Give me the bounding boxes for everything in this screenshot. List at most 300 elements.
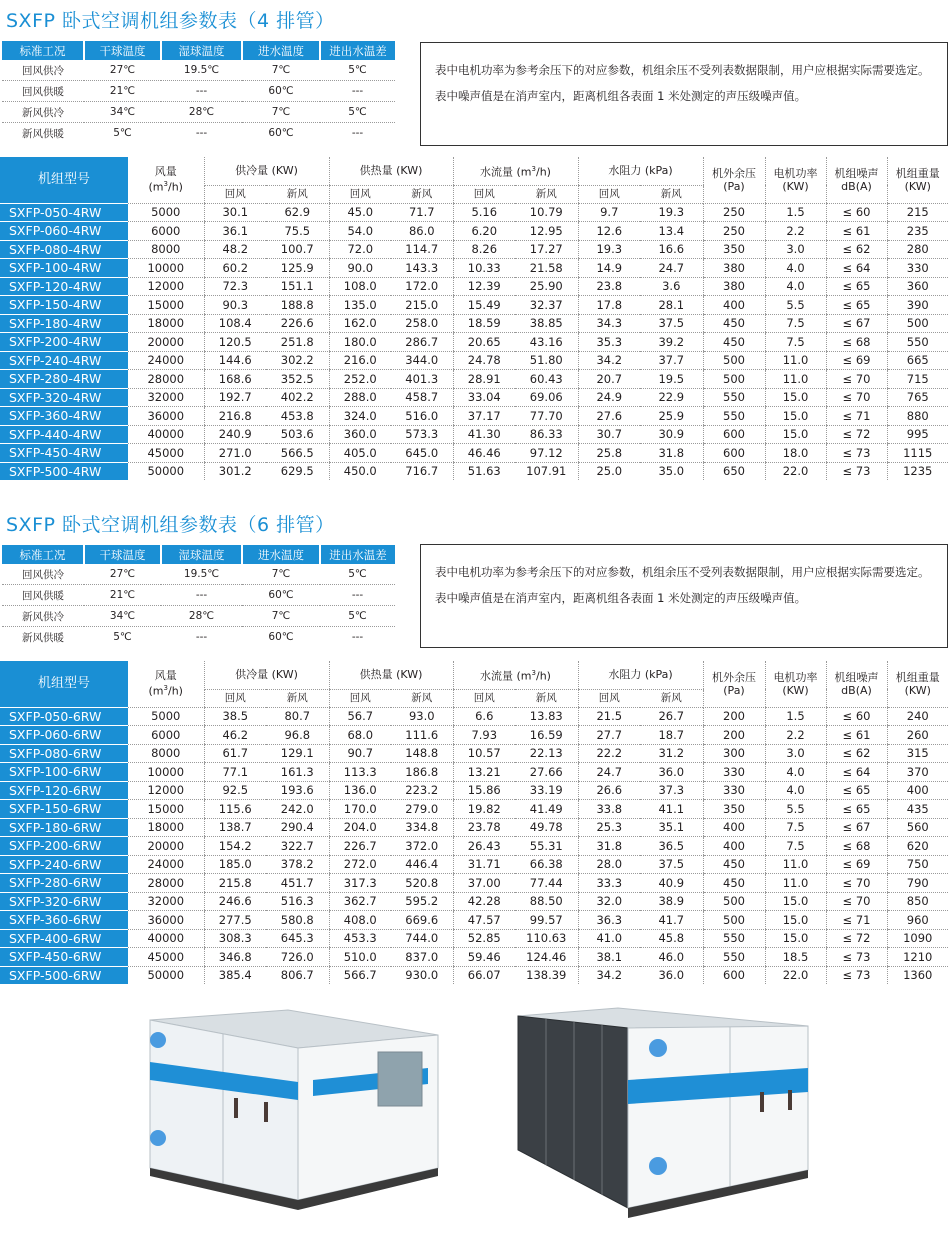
spec-row: [0, 296, 948, 315]
spec-cell: 405.0: [329, 444, 391, 463]
spec-cell: 170.0: [329, 800, 391, 819]
spec-cell: 669.6: [391, 911, 453, 930]
conditions-header: 进出水温差: [320, 41, 395, 60]
spec-row: [0, 855, 948, 874]
spec-row: [0, 444, 948, 463]
spec-cell: 25.9: [640, 407, 703, 426]
spec-cell: 5.5: [765, 800, 826, 819]
spec-cell: 15.0: [765, 911, 826, 930]
spec-cell: 62.9: [266, 203, 329, 222]
spec-cell: 72.0: [329, 240, 391, 259]
spec-cell: ≤ 60: [826, 707, 887, 726]
spec-row: [0, 370, 948, 389]
spec-cell: ≤ 73: [826, 462, 887, 480]
spec-cell: ≤ 70: [826, 388, 887, 407]
spec-cell: ≤ 60: [826, 203, 887, 222]
spec-row: [0, 892, 948, 911]
spec-cell: 716.7: [405, 464, 439, 479]
spec-cell: 110.63: [515, 929, 578, 948]
spec-cell: 850: [887, 892, 948, 911]
spec-cell: 10000: [128, 259, 204, 278]
spec-cell: 8000: [128, 744, 204, 763]
spec-cell: 20000: [128, 837, 204, 856]
conditions-cell: 5℃: [320, 564, 395, 585]
model-cell: SXFP-180-6RW: [0, 818, 128, 837]
spec-cell: 88.50: [515, 892, 578, 911]
spec-cell: 36.1: [204, 222, 266, 241]
spec-cell: 46.2: [204, 726, 266, 745]
spec-cell: ≤ 73: [826, 948, 887, 967]
spec-cell: 41.49: [515, 800, 578, 819]
spec-cell: 37.5: [640, 855, 703, 874]
spec-cell: 251.8: [266, 333, 329, 352]
conditions-cell: 新风供暖: [22, 631, 64, 644]
model-cell: SXFP-240-4RW: [0, 351, 128, 370]
cooling-fresh-header: 新风: [266, 185, 329, 203]
spec-cell: 45.0: [329, 203, 391, 222]
ahu-unit-front-image: [138, 1000, 458, 1228]
spec-cell: 4.0: [765, 763, 826, 782]
spec-cell: ≤ 62: [826, 240, 887, 259]
spec-cell: 97.12: [515, 444, 578, 463]
spec-cell: 15.0: [765, 407, 826, 426]
spec-cell: 37.3: [640, 781, 703, 800]
model-cell: SXFP-500-4RW: [0, 462, 128, 480]
spec-cell: 18.7: [640, 726, 703, 745]
spec-cell: 200: [703, 707, 765, 726]
spec-cell: 24.78: [453, 351, 515, 370]
spec-cell: 43.16: [515, 333, 578, 352]
spec-cell: 20000: [128, 333, 204, 352]
spec-cell: 350: [703, 800, 765, 819]
spec-cell: 96.8: [266, 726, 329, 745]
conditions-header: 进水温度: [242, 41, 320, 60]
spec-table: [0, 157, 948, 480]
model-cell: SXFP-080-4RW: [0, 240, 128, 259]
spec-cell: 38.5: [204, 707, 266, 726]
cooling-return-header: 回风: [204, 185, 266, 203]
spec-cell: 806.7: [280, 968, 314, 983]
spec-cell: 136.0: [329, 781, 391, 800]
spec-cell: 11.0: [765, 874, 826, 893]
spec-cell: ≤ 64: [826, 259, 887, 278]
model-cell: SXFP-080-6RW: [0, 744, 128, 763]
spec-cell: 370: [887, 763, 948, 782]
spec-cell: 125.9: [266, 259, 329, 278]
spec-cell: 400: [703, 837, 765, 856]
spec-cell: 16.59: [515, 726, 578, 745]
spec-cell: 27.66: [515, 763, 578, 782]
spec-cell: 6.6: [453, 707, 515, 726]
spec-cell: 5000: [128, 203, 204, 222]
spec-cell: 401.3: [391, 370, 453, 389]
spec-cell: 620: [887, 837, 948, 856]
spec-cell: 1.5: [765, 707, 826, 726]
spec-cell: 286.7: [391, 333, 453, 352]
conditions-cell: 34℃: [84, 102, 161, 123]
spec-row: [0, 259, 948, 278]
spec-cell: ≤ 61: [826, 726, 887, 745]
spec-cell: 450: [703, 333, 765, 352]
spec-cell: 33.3: [578, 874, 640, 893]
spec-cell: 47.57: [453, 911, 515, 930]
spec-cell: 215: [887, 203, 948, 222]
spec-cell: 23.8: [578, 277, 640, 296]
spec-cell: 86.33: [515, 425, 578, 444]
spec-cell: 10.57: [453, 744, 515, 763]
spec-row: [0, 800, 948, 819]
spec-cell: 7.5: [765, 818, 826, 837]
model-header: 机组型号: [0, 157, 128, 203]
spec-cell: 32000: [128, 892, 204, 911]
spec-cell: 453.3: [329, 929, 391, 948]
notes-box: [420, 42, 948, 146]
conditions-cell: 7℃: [242, 102, 320, 123]
spec-cell: ≤ 70: [826, 370, 887, 389]
spec-cell: 186.8: [391, 763, 453, 782]
spec-cell: 744.0: [391, 929, 453, 948]
spec-cell: 56.7: [329, 707, 391, 726]
model-cell: SXFP-120-4RW: [0, 277, 128, 296]
spec-cell: 1235: [887, 462, 948, 480]
spec-cell: 1115: [887, 444, 948, 463]
spec-cell: 108.0: [329, 277, 391, 296]
spec-cell: 36.0: [658, 968, 685, 983]
spec-cell: 215.8: [204, 874, 266, 893]
spec-cell: 40000: [128, 929, 204, 948]
spec-cell: ≤ 70: [826, 892, 887, 911]
conditions-cell: 60℃: [242, 81, 320, 102]
cooling-fresh-header: 新风: [266, 689, 329, 707]
spec-cell: 334.8: [391, 818, 453, 837]
conditions-cell: ---: [351, 127, 364, 139]
spec-cell: 453.8: [266, 407, 329, 426]
model-cell: SXFP-150-4RW: [0, 296, 128, 315]
spec-cell: 400: [703, 296, 765, 315]
spec-cell: 324.0: [329, 407, 391, 426]
spec-cell: 2.2: [765, 222, 826, 241]
spec-cell: 7.93: [453, 726, 515, 745]
spec-cell: 34.3: [578, 314, 640, 333]
conditions-cell: 60℃: [268, 631, 294, 643]
spec-cell: 500: [703, 370, 765, 389]
spec-cell: 40000: [128, 425, 204, 444]
notes-box: [420, 544, 948, 648]
spec-cell: 77.70: [515, 407, 578, 426]
spec-cell: 172.0: [391, 277, 453, 296]
spec-cell: 400: [887, 781, 948, 800]
spec-row: [0, 911, 948, 930]
spec-cell: 446.4: [391, 855, 453, 874]
spec-cell: 86.0: [391, 222, 453, 241]
spec-cell: 69.06: [515, 388, 578, 407]
spec-cell: 750: [887, 855, 948, 874]
spec-cell: 20.7: [578, 370, 640, 389]
spec-cell: 13.21: [453, 763, 515, 782]
spec-cell: 372.0: [391, 837, 453, 856]
spec-cell: 32.0: [578, 892, 640, 911]
conditions-cell: 21℃: [84, 585, 161, 606]
weight-header: 机组重量 (KW): [887, 661, 948, 707]
model-cell: SXFP-400-6RW: [0, 929, 128, 948]
spec-cell: 38.9: [640, 892, 703, 911]
model-cell: SXFP-450-4RW: [0, 444, 128, 463]
spec-cell: ≤ 65: [826, 277, 887, 296]
spec-cell: 21.58: [515, 259, 578, 278]
spec-cell: 24.7: [640, 259, 703, 278]
spec-cell: 45.8: [640, 929, 703, 948]
spec-cell: 550: [887, 333, 948, 352]
flow-fresh-header: 新风: [515, 689, 578, 707]
conditions-cell: ---: [161, 81, 242, 102]
spec-cell: 645.0: [391, 444, 453, 463]
spec-cell: 50000: [147, 968, 185, 983]
note-motor-power: 表中电机功率为参考余压下的对应参数，机组余压不受列表数据限制，用户应根据实际需要选定。: [435, 63, 930, 77]
spec-cell: 37.7: [640, 351, 703, 370]
model-cell: SXFP-280-4RW: [0, 370, 128, 389]
conditions-row: [2, 564, 395, 585]
conditions-cell: 19.5℃: [161, 60, 242, 81]
conditions-cell: 7℃: [242, 564, 320, 585]
spec-row: [0, 407, 948, 426]
resistance-fresh-header: 新风: [640, 185, 703, 203]
spec-cell: 3.0: [765, 744, 826, 763]
spec-cell: 279.0: [391, 800, 453, 819]
spec-row: [0, 763, 948, 782]
spec-cell: ≤ 65: [826, 781, 887, 800]
spec-cell: 30.1: [204, 203, 266, 222]
spec-cell: 308.3: [204, 929, 266, 948]
heating-header: 供热量 (KW): [329, 157, 453, 185]
spec-cell: 41.30: [453, 425, 515, 444]
conditions-cell: 27℃: [84, 564, 161, 585]
spec-cell: 2.2: [765, 726, 826, 745]
spec-cell: 385.4: [204, 966, 266, 984]
spec-cell: 151.1: [266, 277, 329, 296]
model-cell: SXFP-360-4RW: [0, 407, 128, 426]
spec-cell: 28.91: [453, 370, 515, 389]
spec-cell: 33.8: [578, 800, 640, 819]
spec-cell: 22.0: [765, 462, 826, 480]
spec-cell: 19.5: [640, 370, 703, 389]
spec-cell: ≤ 73: [826, 444, 887, 463]
spec-cell: ≤ 70: [826, 874, 887, 893]
spec-cell: 12000: [128, 277, 204, 296]
spec-row: [0, 351, 948, 370]
water-resistance-header: 水阻力 (kPa): [578, 661, 703, 689]
model-cell: SXFP-320-6RW: [0, 892, 128, 911]
spec-cell: 93.0: [391, 707, 453, 726]
spec-cell: 10.33: [453, 259, 515, 278]
spec-cell: ≤ 68: [826, 837, 887, 856]
spec-row: [0, 948, 948, 967]
spec-cell: 566.5: [266, 444, 329, 463]
spec-cell: 500: [887, 314, 948, 333]
spec-cell: 24000: [128, 855, 204, 874]
heating-return-header: 回风: [329, 185, 391, 203]
spec-cell: ≤ 68: [826, 333, 887, 352]
ahu-unit-coil-image: [508, 1000, 828, 1228]
conditions-cell: ---: [351, 631, 364, 643]
spec-cell: 715: [887, 370, 948, 389]
spec-cell: 510.0: [329, 948, 391, 967]
model-cell: SXFP-050-6RW: [0, 707, 128, 726]
spec-cell: 8000: [128, 240, 204, 259]
spec-cell: 38.1: [578, 948, 640, 967]
spec-cell: 362.7: [329, 892, 391, 911]
heating-header: 供热量 (KW): [329, 661, 453, 689]
spec-cell: 71.7: [391, 203, 453, 222]
conditions-row: [2, 606, 395, 627]
spec-cell: ≤ 65: [826, 800, 887, 819]
spec-cell: 41.7: [640, 911, 703, 930]
spec-cell: 930.0: [405, 968, 439, 983]
spec-cell: 4.0: [765, 259, 826, 278]
spec-cell: 516.0: [391, 407, 453, 426]
spec-cell: 36.5: [640, 837, 703, 856]
spec-rows: [0, 203, 948, 480]
model-cell: SXFP-200-6RW: [0, 837, 128, 856]
conditions-cell: 19.5℃: [161, 564, 242, 585]
spec-cell: 566.7: [329, 966, 391, 984]
spec-cell: 34.2: [578, 966, 640, 984]
spec-cell: 408.0: [329, 911, 391, 930]
spec-cell: 185.0: [204, 855, 266, 874]
spec-cell: 80.7: [266, 707, 329, 726]
spec-cell: 41.1: [640, 800, 703, 819]
spec-cell: 550: [703, 929, 765, 948]
spec-cell: 560: [887, 818, 948, 837]
conditions-cell: 5℃: [113, 631, 132, 643]
model-cell: SXFP-360-6RW: [0, 911, 128, 930]
cooling-return-header: 回风: [204, 689, 266, 707]
spec-cell: ≤ 67: [826, 818, 887, 837]
spec-cell: 33.04: [453, 388, 515, 407]
spec-cell: 49.78: [515, 818, 578, 837]
spec-cell: 77.1: [204, 763, 266, 782]
spec-cell: 42.28: [453, 892, 515, 911]
spec-cell: 500: [703, 911, 765, 930]
spec-cell: 22.2: [578, 744, 640, 763]
spec-cell: 204.0: [329, 818, 391, 837]
model-cell: SXFP-240-6RW: [0, 855, 128, 874]
spec-row: [0, 874, 948, 893]
spec-cell: 23.78: [453, 818, 515, 837]
spec-cell: 280: [887, 240, 948, 259]
spec-cell: 18000: [128, 818, 204, 837]
conditions-cell: 60℃: [268, 127, 294, 139]
spec-cell: 7.5: [765, 314, 826, 333]
resistance-fresh-header: 新风: [640, 689, 703, 707]
motor-power-header: 电机功率 (KW): [765, 661, 826, 707]
spec-cell: 15.86: [453, 781, 515, 800]
spec-cell: 45000: [128, 948, 204, 967]
spec-cell: 13.83: [515, 707, 578, 726]
spec-cell: 520.8: [391, 874, 453, 893]
conditions-cell: 7℃: [242, 60, 320, 81]
spec-cell: 301.2: [204, 462, 266, 480]
spec-cell: 435: [887, 800, 948, 819]
note-noise: 表中噪声值是在消声室内，距离机组各表面 1 米处测定的声压级噪声值。: [435, 89, 807, 103]
resistance-return-header: 回风: [578, 689, 640, 707]
spec-cell: 650: [703, 462, 765, 480]
spec-cell: 24.7: [578, 763, 640, 782]
spec-cell: 38.85: [515, 314, 578, 333]
conditions-cell: 60℃: [242, 585, 320, 606]
spec-cell: 15.49: [453, 296, 515, 315]
spec-cell: 880: [887, 407, 948, 426]
model-cell: SXFP-120-6RW: [0, 781, 128, 800]
spec-cell: 66.38: [515, 855, 578, 874]
spec-cell: 115.6: [204, 800, 266, 819]
conditions-header: 标准工况: [2, 41, 84, 60]
spec-cell: 26.6: [578, 781, 640, 800]
spec-cell: 580.8: [266, 911, 329, 930]
spec-cell: 503.6: [266, 425, 329, 444]
spec-cell: 5000: [128, 707, 204, 726]
water-flow-header: 水流量 $(m^3/h)$: [453, 661, 578, 689]
spec-cell: 28.1: [640, 296, 703, 315]
spec-cell: 226.6: [266, 314, 329, 333]
spec-cell: 15000: [128, 800, 204, 819]
spec-cell: 113.3: [329, 763, 391, 782]
spec-cell: 135.0: [329, 296, 391, 315]
spec-cell: 59.46: [453, 948, 515, 967]
conditions-cell: 7℃: [242, 606, 320, 627]
model-cell: SXFP-450-6RW: [0, 948, 128, 967]
spec-cell: 15.0: [765, 892, 826, 911]
spec-cell: 995: [887, 425, 948, 444]
spec-cell: 124.46: [515, 948, 578, 967]
spec-cell: 7.5: [765, 837, 826, 856]
model-cell: SXFP-280-6RW: [0, 874, 128, 893]
flow-return-header: 回风: [453, 689, 515, 707]
spec-cell: 271.0: [204, 444, 266, 463]
spec-cell: 77.44: [515, 874, 578, 893]
spec-cell: 600: [703, 444, 765, 463]
spec-cell: 31.71: [453, 855, 515, 874]
spec-cell: 120.5: [204, 333, 266, 352]
spec-cell: ≤ 73: [826, 966, 887, 984]
flow-return-header: 回风: [453, 185, 515, 203]
spec-cell: 21.5: [578, 707, 640, 726]
spec-row: [0, 314, 948, 333]
model-cell: SXFP-100-6RW: [0, 763, 128, 782]
spec-cell: 31.2: [640, 744, 703, 763]
spec-cell: 90.0: [329, 259, 391, 278]
noise-header: 机组噪声 dB(A): [826, 661, 887, 707]
spec-cell: 360.0: [329, 425, 391, 444]
conditions-cell: 21℃: [84, 81, 161, 102]
spec-cell: 5.5: [765, 296, 826, 315]
conditions-cell: 回风供暖: [2, 585, 84, 606]
spec-cell: 138.7: [204, 818, 266, 837]
spec-cell: 48.2: [204, 240, 266, 259]
spec-cell: 20.65: [453, 333, 515, 352]
cooling-header: 供冷量 (KW): [204, 661, 329, 689]
spec-cell: 25.0: [578, 462, 640, 480]
model-cell: SXFP-060-4RW: [0, 222, 128, 241]
spec-row: [0, 203, 948, 222]
noise-header: 机组噪声 dB(A): [826, 157, 887, 203]
spec-row: [0, 744, 948, 763]
spec-cell: 108.4: [204, 314, 266, 333]
spec-cell: 12000: [128, 781, 204, 800]
spec-cell: 12.39: [453, 277, 515, 296]
spec-row: [0, 462, 948, 480]
spec-cell: 33.19: [515, 781, 578, 800]
spec-row: [0, 240, 948, 259]
